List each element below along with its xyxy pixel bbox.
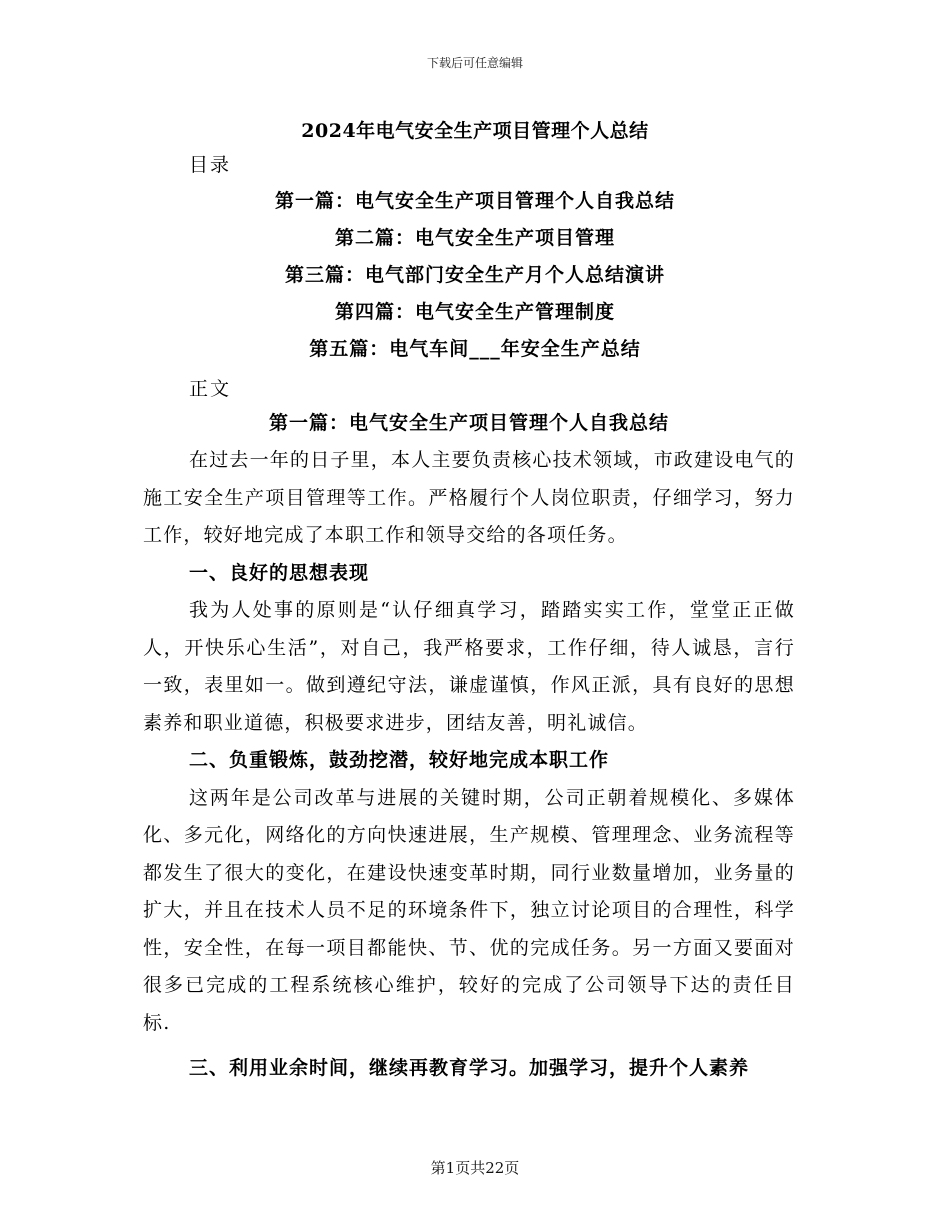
paragraph-thought: 我为人处事的原则是“认仔细真学习，踏踏实实工作，堂堂正正做人，开快乐心生活”，对自己，我严格要求，工作仔细，待人诚恳，言行一致，表里如一。做到遵纪守法，谦虚谨慎，作风正派，具有良好的思想素养和职业道德，积极要求进步，团结友善，明礼诚信。 <box>143 599 795 734</box>
page-header-note: 下载后可任意编辑 <box>426 56 523 70</box>
heading-thought: 一、良好的思想表现 <box>189 561 370 584</box>
document-title: 2024年电气安全生产项目管理个人总结 <box>301 120 649 142</box>
toc-item: 第三篇：电气部门安全生产月个人总结演讲 <box>284 264 665 286</box>
intro-paragraph: 在过去一年的日子里，本人主要负责核心技术领域，市政建设电气的施工安全生产项目管理等工作。严格履行个人岗位职责，仔细学习，努力工作，较好地完成了本职工作和领导交给的各项任务。 <box>143 449 796 546</box>
paragraph-work: 这两年是公司改革与进展的关键时期，公司正朝着规模化、多媒体化、多元化，网络化的方向快速进展，生产规模、管理理念、业务流程等都发生了很大的变化，在建设快速变革时期，同行业数量增加，业务量的扩大，并且在技术人员不足的环境条件下，独立讨论项目的合理性，科学性，安全性，在每一项目都能快、节、优的完成任务。另一方面又要面对很多已完成的工程系统核心维护，较好的完成了公司领导下达的责任目标. <box>143 786 795 1034</box>
toc-item: 第四篇：电气安全生产管理制度 <box>334 301 615 323</box>
document-body <box>143 405 795 1088</box>
toc-item: 第五篇：电气车间___年安全生产总结 <box>309 338 641 360</box>
toc-item: 第一篇：电气安全生产项目管理个人自我总结 <box>274 190 675 212</box>
heading-study: 三、利用业余时间，继续再教育学习。加强学习，提升个人素养 <box>189 1057 750 1079</box>
toc-item: 第二篇：电气安全生产项目管理 <box>334 227 615 249</box>
heading-work: 二、负重锻炼，鼓劲挖潜，较好地完成本职工作 <box>189 749 610 771</box>
section-title: 第一篇：电气安全生产项目管理个人自我总结 <box>268 412 669 434</box>
table-of-contents <box>0 186 950 371</box>
page-number: 第1页共22页 <box>430 1159 520 1177</box>
toc-label: 目录 <box>189 154 232 176</box>
body-label: 正文 <box>189 378 232 400</box>
